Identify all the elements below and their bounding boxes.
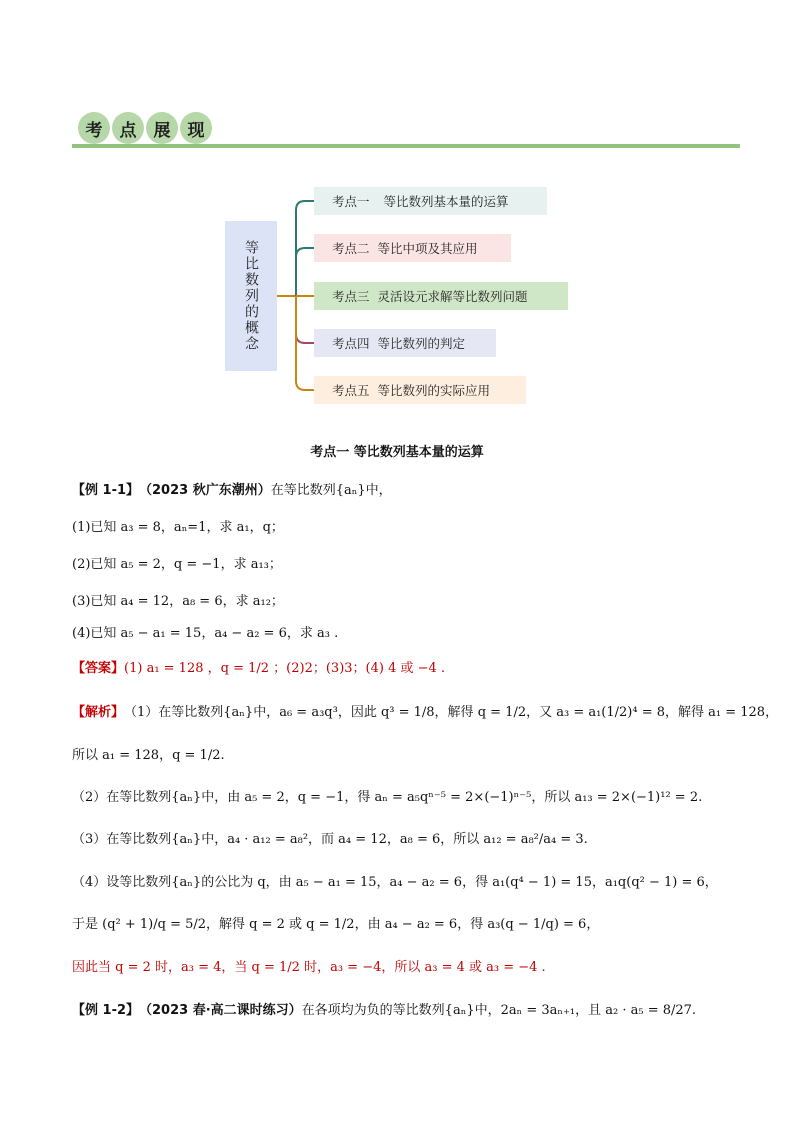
example-stem: 在等比数列{aₙ}中， <box>270 483 392 498</box>
analysis-1b: 所以 a₁ = 128，q = 1/2. <box>72 748 225 763</box>
mindmap-node-4 <box>314 329 496 357</box>
header-char: 考 <box>78 112 110 144</box>
node-text: 等比数列的判定 <box>377 336 466 351</box>
analysis-4c: 因此当 q = 2 时，a₃ = 4，当 q = 1/2 时，a₃ = −4，所以 a₃ = 4 或 a₃ = −4 . <box>72 960 546 975</box>
mindmap-node-2 <box>314 234 511 262</box>
question-1: (1)已知 a₃ = 8，aₙ=1，求 a₁，q； <box>72 520 284 535</box>
example-1-heading <box>72 479 392 498</box>
answer-line <box>72 657 445 676</box>
example-stem: 在各项均为负的等比数列{aₙ}中，2aₙ = 3aₙ₊₁，且 a₂ · a₅ = 8/27. <box>301 1003 697 1018</box>
node-label: 考点四 <box>332 336 370 351</box>
node-text: 等比数列基本量的运算 <box>383 194 509 209</box>
mindmap-root-label: 等比数列的概念 <box>243 240 259 352</box>
example-tag: 【例 1-1】 <box>72 483 140 498</box>
analysis-4b: 于是 (q² + 1)/q = 5/2，解得 q = 2 或 q = 1/2，由 a₄ − a₂ = 6，得 a₃(q − 1/q) = 6， <box>72 917 600 932</box>
analysis-4a: （4）设等比数列{aₙ}的公比为 q，由 a₅ − a₁ = 15，a₄ − a₂ = 6，得 a₁(q⁴ − 1) = 15，a₁q(q² − 1) = 6， <box>72 875 718 890</box>
node-text: 灵活设元求解等比数列问题 <box>377 289 528 304</box>
analysis-label: 【解析】 <box>72 705 125 720</box>
node-text: 等比数列的实际应用 <box>377 383 491 398</box>
example-tag: 【例 1-2】 <box>72 1003 140 1018</box>
analysis-2: （2）在等比数列{aₙ}中，由 a₅ = 2，q = −1，得 aₙ = a₅qⁿ⁻⁵ = 2×(−1)ⁿ⁻⁵，所以 a₁₃ = 2×(−1)¹² = 2. <box>72 790 703 805</box>
example-source: （2023 秋广东潮州） <box>139 483 271 498</box>
question-2: (2)已知 a₅ = 2，q = −1，求 a₁₃； <box>72 557 282 572</box>
section-title: 考点一 等比数列基本量的运算 <box>310 445 484 460</box>
question-4: (4)已知 a₅ − a₁ = 15，a₄ − a₂ = 6，求 a₃ . <box>72 626 339 641</box>
node-label: 考点二 <box>332 241 370 256</box>
question-3: (3)已知 a₄ = 12，a₈ = 6，求 a₁₂； <box>72 594 284 609</box>
example-2-heading <box>72 999 696 1018</box>
mindmap-node-3 <box>314 282 568 310</box>
connector-4 <box>296 296 314 343</box>
example-source: （2023 春·高二课时练习） <box>139 1003 302 1018</box>
analysis-1a <box>72 701 778 720</box>
answer-text: (1) a₁ = 128 ，q = 1/2 ；(2)2；(3)3；(4) 4 或 −4 . <box>124 661 446 676</box>
header-char: 点 <box>112 112 144 144</box>
node-text: 等比中项及其应用 <box>377 241 478 256</box>
node-label: 考点三 <box>332 289 370 304</box>
mindmap-root <box>225 221 277 371</box>
node-label: 考点一 <box>332 194 370 209</box>
connector-2 <box>296 248 314 296</box>
analysis-text: （1）在等比数列{aₙ}中，a₆ = a₃q³，因此 q³ = 1/8，解得 q = 1/2，又 a₃ = a₁(1/2)⁴ = 8，解得 a₁ = 128， <box>124 705 779 720</box>
header-char: 现 <box>180 112 212 144</box>
analysis-3: （3）在等比数列{aₙ}中，a₄ · a₁₂ = a₈²，而 a₄ = 12，a₈ = 6，所以 a₁₂ = a₈²/a₄ = 3. <box>72 832 588 847</box>
node-label: 考点五 <box>332 383 370 398</box>
mindmap-node-5 <box>314 376 526 404</box>
answer-label: 【答案】 <box>72 661 125 676</box>
mindmap-node-1 <box>314 187 547 215</box>
header-char: 展 <box>146 112 178 144</box>
